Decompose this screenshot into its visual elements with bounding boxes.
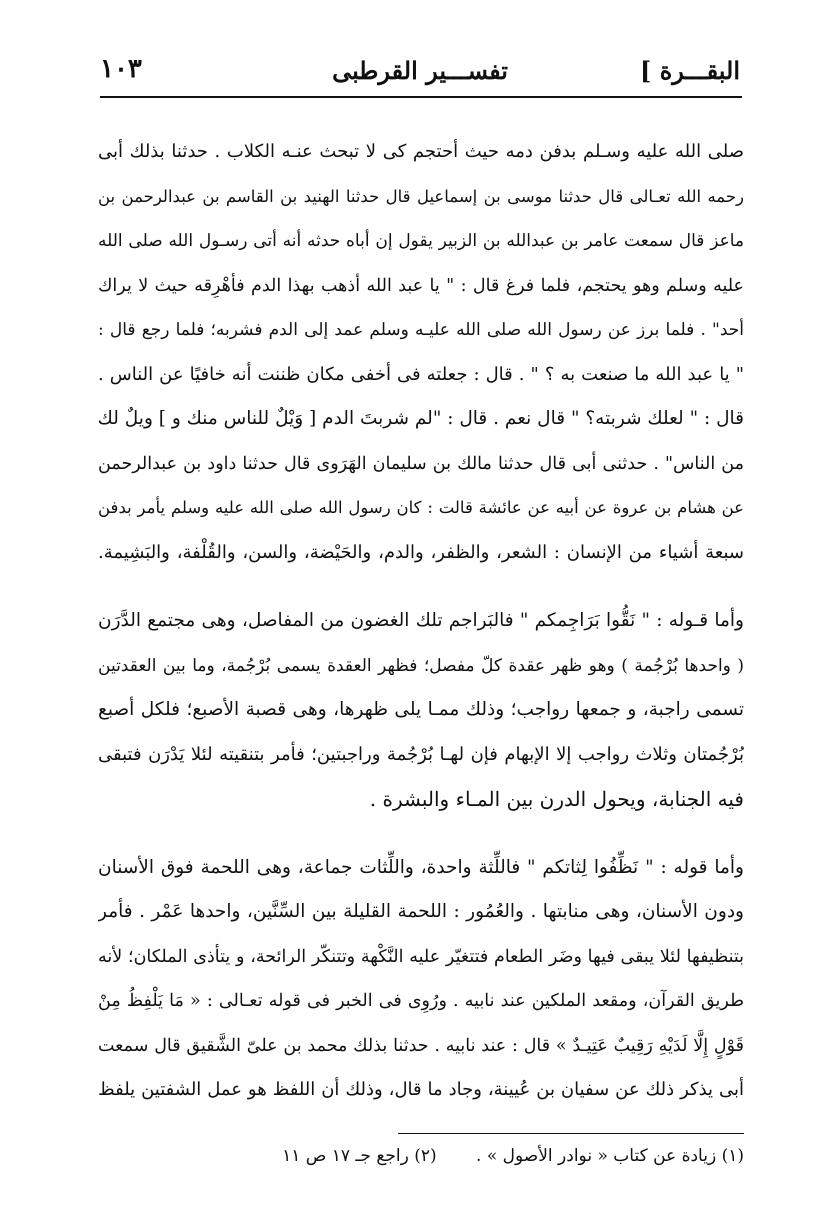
page-number: ١٠٣ (100, 54, 142, 84)
body-text (98, 130, 744, 1113)
text-line: سبعة أشياء من الإنسان : الشعر، والظفر، والدم، والحَيْضة، والسن، والقُلْفة، والبَشِيمة. (98, 541, 744, 563)
text-line: من الناس" . حدثنى أبى قال حدثنا مالك بن سليمان الهَرَوى قال حدثنا داود بن عبدالرحمن (98, 453, 744, 474)
text-line: وأما قوله : " نَظِّفُوا لِثاتكم " فاللِّثة واحدة، واللِّثات جماعة، وهى اللحمة فوق الأسنان (98, 856, 744, 878)
book-title: تفســـير القرطبى (332, 56, 508, 85)
text-line: تسمى راجبة، و جمعها رواجب؛ وذلك ممـا يلى ظهرها، وهى قصبة الأصبع؛ فلكل أصبع (98, 699, 744, 720)
text-line: عليه وسلم وهو يحتجم، فلما فرغ قال : " يا عبد الله أذهب بهذا الدم فأهْرِقه حيث لا يراك (98, 275, 744, 296)
text-line: رحمه الله تعـالى قال حدثنا موسى بن إسماعيل قال حدثنا الهنيد بن القاسم بن عبدالرحمن بن (98, 186, 744, 206)
header-rule (100, 96, 742, 98)
footnotes (240, 1146, 744, 1166)
paragraph-2 (98, 599, 744, 822)
text-line: فيه الجنابة، ويحول الدرن بين المـاء والبشرة . (369, 787, 744, 811)
text-line: قال : " لعلك شربته؟ " قال نعم . قال : "لم شربتَ الدم [ وَيْلٌ للناس منك و ] ويلٌ لك (98, 408, 744, 429)
text-line: ماعز قال سمعت عامر بن عبدالله بن الزبير يقول إن أباه حدثه أنه أتى رسـول الله صلى الله (98, 231, 744, 251)
text-line: قَوْلٍ إِلَّا لَدَيْهِ رَقِيبٌ عَتِيـدٌ » قال : عند نابيه . حدثنا بذلك محمد بن علىّ الشَّقيق قال سمعت (98, 1035, 744, 1056)
text-line: أحد" . فلما برز عن رسول الله صلى الله عليـه وسلم عمد إلى الدم فشربه؛ فلما رجع قال : (98, 320, 744, 340)
text-line: بُرْجُمتان وثلاث رواجب إلا الإبهام فإن لهـا بُرْجُمة وراجبتين؛ فأمر بتنقيته لئلا يَدْرَن فتبقى (98, 743, 744, 765)
paragraph-1 (98, 130, 744, 575)
text-line: طريق القرآن، ومقعد الملكين عند نابيه . ورُوِى فى الخبر فى قوله تعـالى : « مَا يَلْفِظُ مِنْ (98, 991, 744, 1011)
footnote-1: (١) زيادة عن كتاب « نوادر الأصول » . (476, 1146, 744, 1166)
text-line: عن هشام بن عروة عن أبيه عن عائشة قالت : كان رسول الله صلى الله عليه وسلم يأمر بدفن (98, 498, 744, 517)
footnote-2: (٢) راجع جـ ١٧ ص ١١ (282, 1146, 437, 1166)
page-header (100, 52, 740, 96)
text-line: ودون الأسنان، وهى منابتها . والعُمُور : اللحمة القليلة بين السِّنَّين، واحدها عَمْر . فأمر (98, 901, 744, 922)
footnote-rule (398, 1133, 744, 1134)
text-line: أبى يذكر ذلك عن سفيان بن عُيينة، وجاد ما قال، وذلك أن اللفظ هو عمل الشفتين يلفظ (98, 1079, 744, 1100)
text-line: بتنظيفها لئلا يبقى فيها وضَر الطعام فتتغيّر عليه النَّكْهة وتتنكّر الرائحة، و يتأذى الملكان؛ لأنه (98, 946, 744, 967)
text-line: وأما قـوله : " نَقُّوا بَرَاجِمكم " فالبَراجم تلك الغضون من المفاصل، وهى مجتمع الدَّرَن (98, 610, 744, 631)
paragraph-3 (98, 846, 744, 1113)
surah-name: البقـــرة ] (640, 56, 740, 85)
text-line: " يا عبد الله ما صنعت به ؟ " . قال : جعلته فى أخفى مكان ظننت أنه خافيًا عن الناس . (98, 363, 744, 385)
text-line: صلى الله عليه وسـلم بدفن دمه حيث أحتجم كى لا تبحث عنـه الكلاب . حدثنا بذلك أبى (98, 141, 744, 162)
text-line: ( واحدها بُرْجُمة ) وهو ظهر عقدة كلّ مفصل؛ فظهر العقدة يسمى بُرْجُمة، وما بين العقدتين (98, 655, 744, 676)
